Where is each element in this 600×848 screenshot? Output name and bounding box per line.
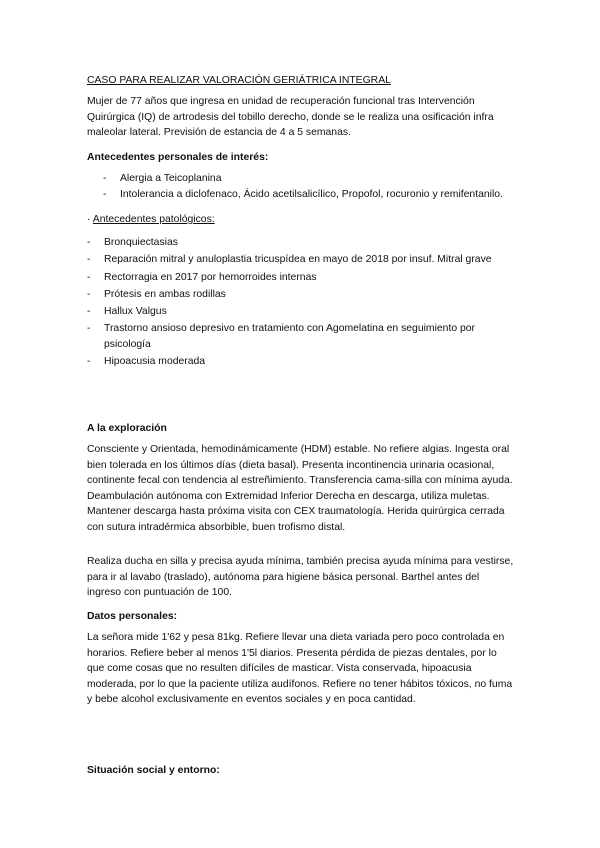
heading-exploracion: A la exploración — [87, 423, 167, 434]
heading-datos-personales: Datos personales: — [87, 611, 178, 622]
list-item: - Intolerancia a diclofenaco, Ácido acetilsalicílico, Propofol, rocuronio y remifentanilo. — [103, 187, 515, 203]
subheading-antecedentes-patologicos — [87, 212, 515, 228]
exploracion-paragraph: Consciente y Orientada, hemodinámicamente (HDM) estable. No refiere algias. Ingesta oral bien tolerada en los últimos días (dieta basal). Presenta incontinencia urinaria ocasional, continente fecal con tendencia al estreñimiento. Transferencia cama-silla con mínima ayuda. Deambulación autónoma con Extremidad Inferior Derecha en descarga, utiliza muletas. Mantener descarga hasta próxima visita con CEX traumatología. Herida quirúrgica cerrada con sutura intradérmica absorbible, buen trofismo distal. — [87, 444, 513, 533]
list-item: - Hallux Valgus — [87, 304, 515, 320]
list-item: - Prótesis en ambas rodillas — [87, 287, 515, 303]
document-title: CASO PARA REALIZAR VALORACIÓN GERIÁTRICA INTEGRAL — [87, 75, 391, 86]
patologicos-list — [87, 235, 515, 372]
list-item: - Reparación mitral y anuloplastia tricuspídea en mayo de 2018 por insuf. Mitral grave — [87, 252, 515, 268]
subheading-label: Antecedentes patológicos: — [92, 214, 215, 225]
heading-situacion-social: Situación social y entorno: — [87, 765, 220, 776]
heading-antecedentes-personales: Antecedentes personales de interés: — [87, 152, 269, 163]
list-item: - Alergia a Teicoplanina — [103, 171, 515, 187]
datos-paragraph: La señora mide 1'62 y pesa 81kg. Refiere llevar una dieta variada pero poco controlada en horarios. Refiere beber al menos 1'5l diarios. Presenta pérdida de piezas dentales, por lo que come cosas que no resulten difíciles de masticar. Vista conservada, hipoacusia moderada, por lo que la paciente utiliza audífonos. Refiere no tener hábitos tóxicos, no fuma y bebe alcohol exclusivamente en eventos sociales y en poca cantidad. — [87, 632, 513, 705]
alergias-list — [103, 171, 515, 202]
list-item: - Bronquiectasias — [87, 235, 515, 251]
list-item: - Trastorno ansioso depresivo en tratamiento con Agomelatina en seguimiento por psicología — [87, 321, 515, 352]
list-item: - Rectorragia en 2017 por hemorroides internas — [87, 270, 515, 286]
intro-paragraph: Mujer de 77 años que ingresa en unidad de recuperación funcional tras Intervención Quirúrgica (IQ) de artrodesis del tobillo derecho, donde se le realiza una osificación infra maleolar lateral. Previsión de estancia de 4 a 5 semanas. — [87, 96, 494, 138]
autonomia-paragraph: Realiza ducha en silla y precisa ayuda mínima, también precisa ayuda mínima para vestirse, para ir al lavabo (traslado), autónoma para higiene básica personal. Barthel antes del ingreso con puntuación de 100. — [87, 556, 514, 598]
list-item: - Hipoacusia moderada — [87, 354, 515, 370]
subheading-prefix: · — [87, 214, 93, 225]
